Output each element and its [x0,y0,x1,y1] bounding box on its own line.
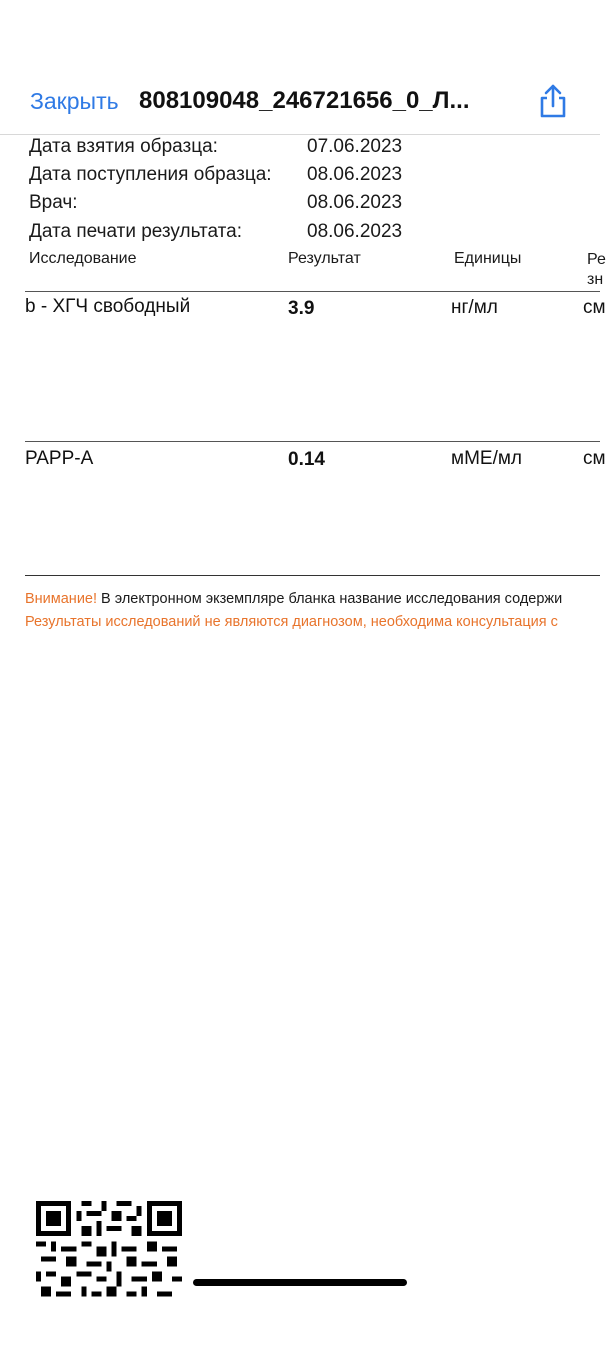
document-viewer[interactable] [0,135,606,1297]
column-header-reference-line2: зн [587,271,604,288]
test-units: нг/мл [451,297,498,318]
notice-line-2: Результаты исследований не являются диагнозом, необходима консультация с [25,614,558,630]
nav-bar [0,70,600,135]
qr-code [36,1201,182,1297]
sample-date-label: Дата взятия образца: [29,136,218,157]
home-indicator[interactable] [193,1279,407,1286]
doctor-value: 08.06.2023 [307,192,403,213]
table-bottom-divider [25,575,600,576]
test-result: 3.9 [288,298,315,319]
print-date-label: Дата печати результата: [29,221,242,242]
share-icon [536,82,570,120]
test-reference: см [583,448,606,469]
notice-warning-prefix: Внимание! [25,591,98,607]
column-header-reference-line1: Ре [587,251,606,268]
received-date-label: Дата поступления образца: [29,164,272,185]
test-name: PAPP-A [25,448,94,469]
test-reference: см [583,297,606,318]
column-header-units: Единицы [454,250,522,267]
received-date-value: 08.06.2023 [307,164,403,185]
column-header-test: Исследование [29,250,137,267]
notice-line-1-text: В электронном экземпляре бланка название исследования содержи [97,591,563,607]
doctor-label: Врач: [29,192,78,213]
notice-line-1 [25,591,562,607]
share-button[interactable] [536,82,570,120]
print-date-value: 08.06.2023 [307,221,403,242]
table-header-divider [25,291,600,292]
test-units: мМЕ/мл [451,448,522,469]
close-button[interactable]: Закрыть [30,88,119,114]
test-result: 0.14 [288,449,325,470]
row-divider [25,441,600,442]
document-title: 808109048_246721656_0_Л... [139,87,470,114]
column-header-result: Результат [288,250,361,267]
sample-date-value: 07.06.2023 [307,136,403,157]
test-name: b - ХГЧ свободный [25,296,191,317]
column-header-reference [587,250,606,290]
